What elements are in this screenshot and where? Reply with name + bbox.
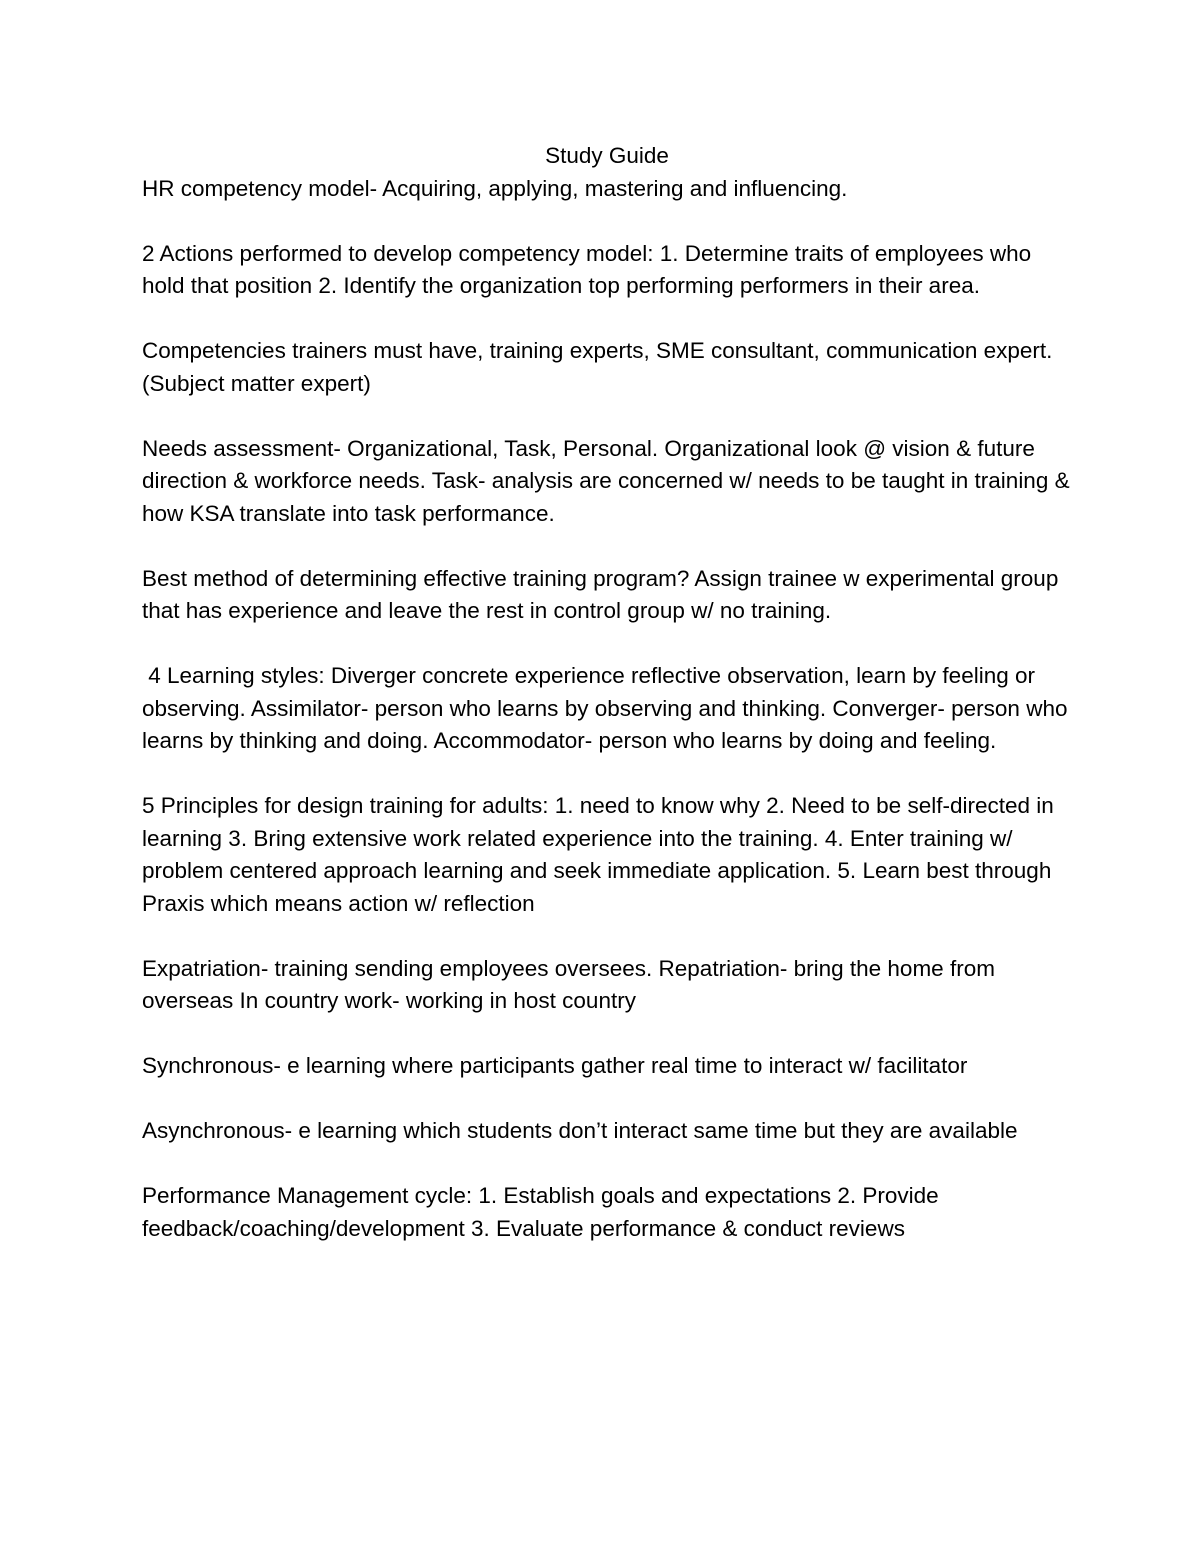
paragraph-learning-styles: 4 Learning styles: Diverger concrete experience reflective observation, learn by feeling or observing. Assimilator- person who learns by observing and thinking. Converger- person who learns by thinking and doing. Accommodator- person who learns by doing and feeling. (142, 663, 1074, 753)
paragraph-best-method: Best method of determining effective training program? Assign trainee w experimental group that has experience and leave the rest in control group w/ no training. (142, 565, 1065, 623)
paragraph-competency-actions: 2 Actions performed to develop competency model: 1. Determine traits of employees who hold that position 2. Identify the organization top performing performers in their area. (142, 240, 1032, 298)
document-page (142, 140, 1072, 1278)
paragraph-adult-training-principles: 5 Principles for design training for adults: 1. need to know why 2. Need to be self-directed in learning 3. Bring extensive work related experience into the training. 4. Enter training w/ problem centered approach learning and seek immediate application. 5. Learn best through Praxis which means action w/ reflection (142, 793, 1054, 916)
paragraph-trainer-competencies: Competencies trainers must have, training experts, SME consultant, communication expert. (Subject matter expert) (142, 338, 1053, 396)
paragraph-performance-management: Performance Management cycle: 1. Establish goals and expectations 2. Provide feedback/coaching/development 3. Evaluate performance & conduct reviews (142, 1183, 939, 1241)
paragraph-hr-competency-model: HR competency model- Acquiring, applying, mastering and influencing. (142, 175, 848, 201)
document-title: Study Guide (545, 143, 669, 168)
paragraph-needs-assessment: Needs assessment- Organizational, Task, Personal. Organizational look @ vision & future direction & workforce needs. Task- analysis are concerned w/ needs to be taught in training & how KSA translate into task performance. (142, 435, 1070, 526)
paragraph-expatriation: Expatriation- training sending employees oversees. Repatriation- bring the home from overseas In country work- working in host country (142, 955, 995, 1013)
paragraph-asynchronous: Asynchronous- e learning which students don’t interact same time but they are available (142, 1118, 1018, 1143)
paragraph-synchronous: Synchronous- e learning where participants gather real time to interact w/ facilitator (142, 1053, 968, 1078)
